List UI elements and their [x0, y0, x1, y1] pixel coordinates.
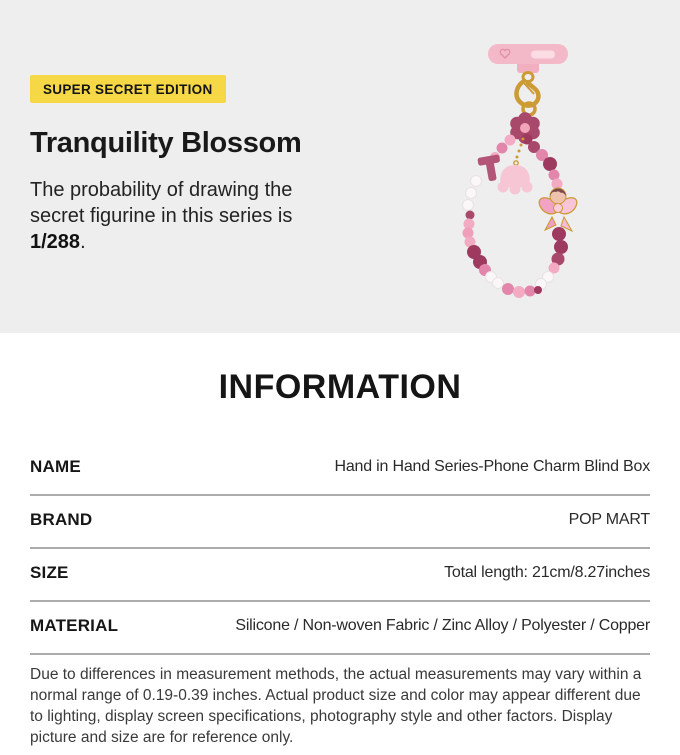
spec-row-brand — [30, 496, 650, 549]
probability-text-before: The probability of drawing the secret figurine in this series is — [30, 179, 293, 227]
phone-tab — [488, 44, 568, 73]
hero-section — [0, 0, 680, 333]
lobster-clasp-icon — [517, 73, 539, 116]
probability-text — [30, 177, 348, 255]
spec-value-brand: POP MART — [568, 511, 650, 528]
product-image — [400, 3, 670, 333]
spec-row-name — [30, 443, 650, 496]
probability-value: 1/288 — [30, 231, 81, 253]
hero-copy — [30, 75, 370, 255]
spec-label-name: NAME — [30, 457, 81, 476]
tab-logo-pill — [531, 51, 555, 59]
spec-row-size — [30, 549, 650, 602]
spec-value-size: Total length: 21cm/8.27inches — [444, 564, 650, 581]
spec-row-material — [30, 602, 650, 655]
spec-label-size: SIZE — [30, 563, 69, 582]
figurine-charm — [539, 188, 577, 231]
measurement-disclaimer: Due to differences in measurement methods, the actual measurements may vary within a normal range of 0.19-0.39 inches. Actual product size and color may appear different due to lighting, display screen specifications, photography style and other factors. Display picture and size are for reference only. — [30, 666, 642, 746]
product-title: Tranquility Blossom — [30, 127, 302, 159]
spec-label-brand: BRAND — [30, 510, 93, 529]
information-section — [0, 368, 680, 748]
probability-text-after: . — [80, 231, 86, 253]
spec-value-material: Silicone / Non-woven Fabric / Zinc Alloy / Polyester / Copper — [235, 617, 650, 634]
spec-value-name: Hand in Hand Series-Phone Charm Blind Box — [334, 458, 650, 475]
spec-label-material: MATERIAL — [30, 616, 119, 635]
spec-table — [30, 443, 650, 655]
information-heading: INFORMATION — [218, 368, 462, 406]
edition-badge: SUPER SECRET EDITION — [30, 75, 226, 103]
